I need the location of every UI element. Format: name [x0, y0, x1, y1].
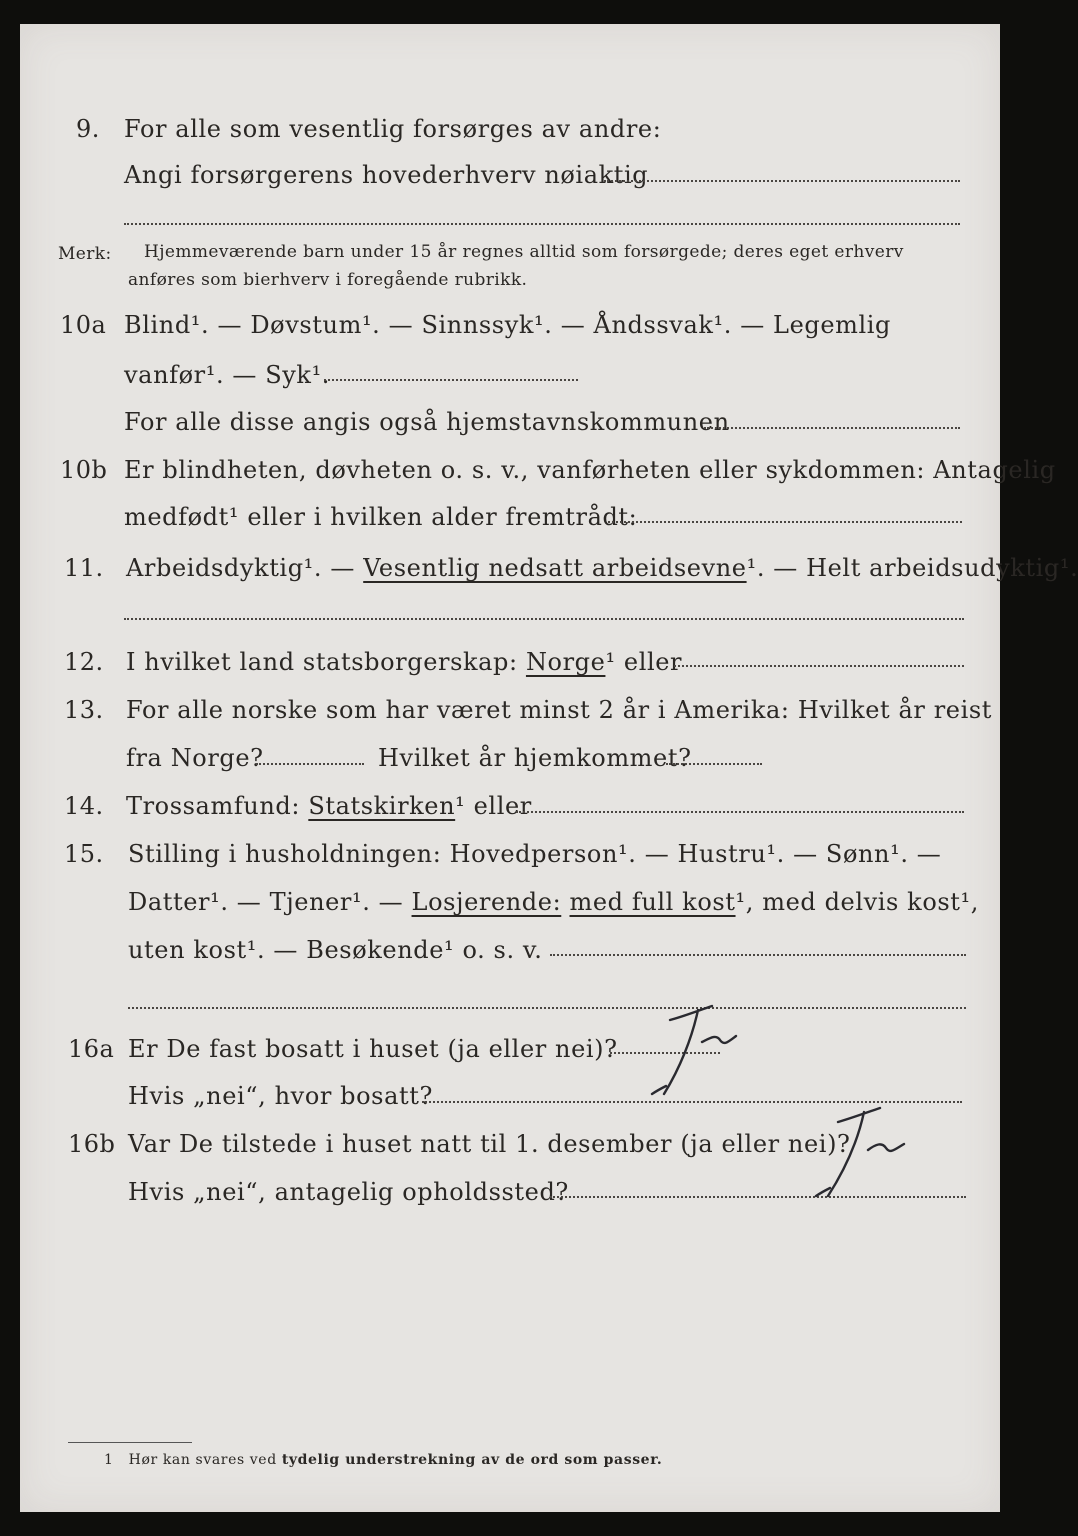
q10a-line1: Blind¹. — Døvstum¹. — Sinnssyk¹. — Åndssvak¹. — Legemlig [124, 311, 892, 339]
merk-line1: Hjemmeværende barn under 15 år regnes alltid som forsørgede; deres eget erhverv [144, 242, 904, 262]
q15-line2b: ¹, med delvis kost¹, [735, 888, 979, 916]
q12-number: 12. [64, 648, 104, 676]
q14-answer-line[interactable] [516, 811, 964, 813]
q12-underlined: Norge [525, 648, 606, 676]
q12-part2: ¹ eller [605, 648, 683, 676]
merk-label: Merk: [58, 244, 112, 264]
q11-part2: ¹. — Helt arbeidsudyktig¹. [746, 554, 1078, 582]
q16b-handwritten-answer [802, 1102, 922, 1206]
q15-full-kost: med full kost [569, 888, 736, 916]
q11-text [126, 554, 1078, 582]
q15-answer-line[interactable] [550, 954, 966, 956]
q14-underlined: Statskirken [308, 792, 456, 820]
q16b-line1: Var De tilstede i huset natt til 1. desember (ja eller nei)? [128, 1130, 851, 1158]
q9-line2: Angi forsørgerens hovederhverv nøiaktig [124, 161, 649, 189]
q15-line2a: Datter¹. — Tjener¹. — [128, 888, 404, 916]
q14-number: 14. [64, 792, 104, 820]
q15-line3: uten kost¹. — Besøkende¹ o. s. v. [128, 936, 543, 964]
q16a-line2: Hvis „nei“, hvor bosatt? [128, 1082, 433, 1110]
q13-line1: For alle norske som har været minst 2 år i Amerika: Hvilket år reist [126, 696, 993, 724]
footnote [104, 1452, 662, 1468]
q10b-answer-line[interactable] [608, 521, 962, 523]
q15-line1: Stilling i husholdningen: Hovedperson¹. — Hustru¹. — Sønn¹. — [128, 840, 942, 868]
q10b-line1: Er blindheten, døvheten o. s. v., vanførheten eller sykdommen: Antagelig [124, 456, 1056, 484]
q15-answer-line-2[interactable] [128, 1007, 966, 1009]
q15-line2 [128, 888, 979, 916]
q9-answer-line-2[interactable] [124, 223, 960, 225]
q12-text [126, 648, 682, 676]
q9-line1: For alle som vesentlig forsørges av andre: [124, 115, 662, 143]
q14-part2: ¹ eller [455, 792, 532, 820]
q15-losjerende: Losjerende: [411, 888, 562, 916]
q12-part1: I hvilket land statsborgerskap: [126, 648, 518, 676]
footnote-mark: 1 [104, 1452, 114, 1468]
footnote-bold: tydelig understrekning av de ord som passer. [281, 1452, 663, 1468]
q9-number: 9. [76, 115, 100, 143]
q11-answer-line[interactable] [124, 618, 964, 620]
merk-line2: anføres som bierhverv i foregående rubrikk. [128, 270, 528, 290]
q10a-hjemstavn-line[interactable] [704, 427, 960, 429]
q16b-number: 16b [68, 1130, 116, 1158]
q12-answer-line[interactable] [674, 665, 964, 667]
q14-part1: Trossamfund: [126, 792, 301, 820]
q11-underlined: Vesentlig nedsatt arbeidsevne [363, 554, 747, 582]
q13-reist-line[interactable] [256, 763, 364, 765]
q10b-number: 10b [60, 456, 108, 484]
q10a-line3: For alle disse angis også hjemstavnskommunen [124, 408, 730, 436]
q14-text [126, 792, 532, 820]
q13-number: 13. [64, 696, 104, 724]
q15-number: 15. [64, 840, 104, 868]
q11-part1: Arbeidsdyktig¹. — [126, 554, 355, 582]
q13-line2b: Hvilket år hjemkommet? [378, 744, 692, 772]
q16b-line2: Hvis „nei“, antagelig opholdssted? [128, 1178, 569, 1206]
census-form-page [20, 24, 1078, 1512]
q13-hjemkommet-line[interactable] [666, 763, 762, 765]
q10a-line2: vanfør¹. — Syk¹. [124, 361, 331, 389]
q10a-number: 10a [60, 311, 107, 339]
q13-line2a: fra Norge? [126, 744, 264, 772]
q10a-answer-line[interactable] [324, 379, 578, 381]
footnote-rule [68, 1442, 192, 1443]
q9-answer-line[interactable] [604, 180, 960, 182]
q11-number: 11. [64, 554, 104, 582]
q16a-line1: Er De fast bosatt i huset (ja eller nei)? [128, 1035, 618, 1063]
q16a-number: 16a [68, 1035, 115, 1063]
footnote-plain: Hør kan svares ved [128, 1452, 277, 1468]
q10b-line2: medfødt¹ eller i hvilken alder fremtrådt: [124, 503, 638, 531]
q16a-handwritten-answer [640, 998, 750, 1102]
